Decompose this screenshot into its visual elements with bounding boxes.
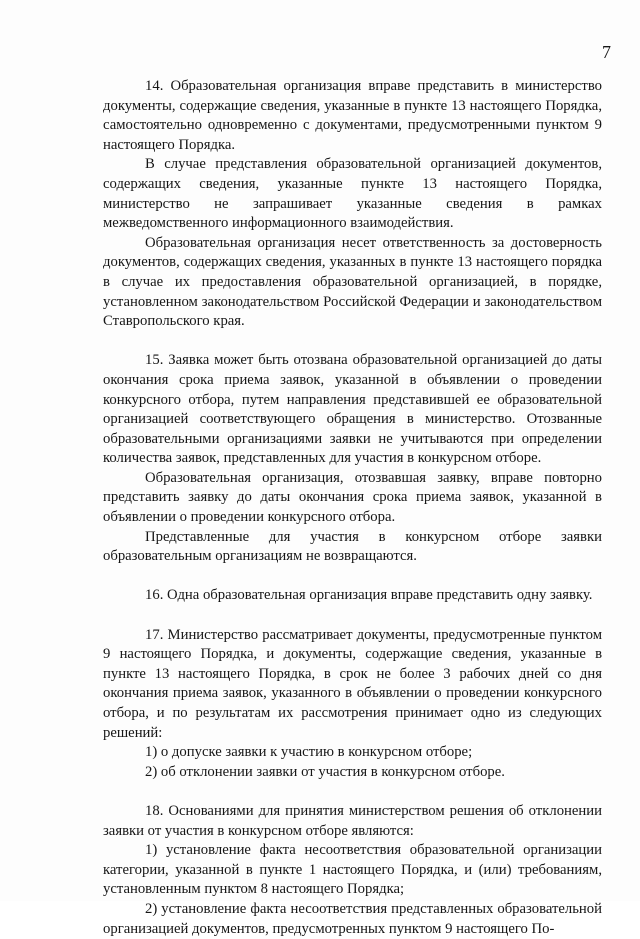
paragraph-15-part-3: Представленные для участия в конкурсном отборе заявки образовательным организациям не возвращаются. [103, 528, 602, 565]
paragraph-14-part-2: В случае представления образовательной организацией документов, содержащих сведения, указанные пункте 13 настоящего Порядка, министерство не запрашивает указанные сведения в рамках межведомственного информационного взаимодействия. [103, 156, 602, 232]
paragraph-18: 18. Основаниями для принятия министерством решения об отклонении заявки от участия в конкурсном отборе являются: [103, 802, 602, 839]
document-body [103, 77, 602, 939]
paragraph-18-item-1: 1) установление факта несоответствия образовательной организации категории, указанной в пункте 1 настоящего Порядка, и (или) требованиям, установленным пунктом 8 настоящего Порядка; [103, 842, 602, 898]
paragraph-15: 15. Заявка может быть отозвана образовательной организацией до даты окончания срока приема заявок, указанной в объявлении о проведении конкурсного отбора, путем направления представившей ее образовательной организацией соответствующего обращения в министерство. Отозванные образовательными организациями заявки не учитываются при определении количества заявок, представленных для участия в конкурсном отборе. [103, 352, 602, 467]
page-number: 7 [602, 42, 611, 62]
paragraph-14: 14. Образовательная организация вправе представить в министерство документы, содержащие сведения, указанные в пункте 13 настоящего Порядка, самостоятельно одновременно с документами, предусмотренными пунктом 9 настоящего Порядка. [103, 78, 602, 153]
paragraph-17-item-1: 1) о допуске заявки к участию в конкурсном отборе; [145, 744, 473, 761]
paragraph-15-part-2: Образовательная организация, отозвавшая заявку, вправе повторно представить заявку до даты окончания срока приема заявок, указанной в объявлении о проведении конкурсного отбора. [103, 469, 602, 526]
paragraph-16: 16. Одна образовательная организация вправе представить одну заявку. [145, 587, 593, 604]
paragraph-17: 17. Министерство рассматривает документы, предусмотренные пунктом 9 настоящего Порядка, и документы, содержащие сведения, указанные в пункте 13 настоящего Порядка, в срок не более 3 рабочих дней со дня окончания приема заявок, указанного в объявлении о проведении конкурсного отбора, и по результатам их рассмотрения принимает одно из следующих решений: [103, 626, 602, 741]
paragraph-17-item-2: 2) об отклонении заявки от участия в конкурсном отборе. [145, 763, 505, 780]
paragraph-18-item-2: 2) установление факта несоответствия представленных образовательной организацией документов, предусмотренных пунктом 9 настоящего По- [103, 900, 602, 937]
paragraph-14-part-3: Образовательная организация несет ответственность за достоверность документов, содержащих сведения, указанных в пункте 13 настоящего порядка в случае их предоставления образовательной организацией, в порядке, установленном законодательством Российской Федерации и законодательством Ставропольского края. [103, 234, 602, 330]
